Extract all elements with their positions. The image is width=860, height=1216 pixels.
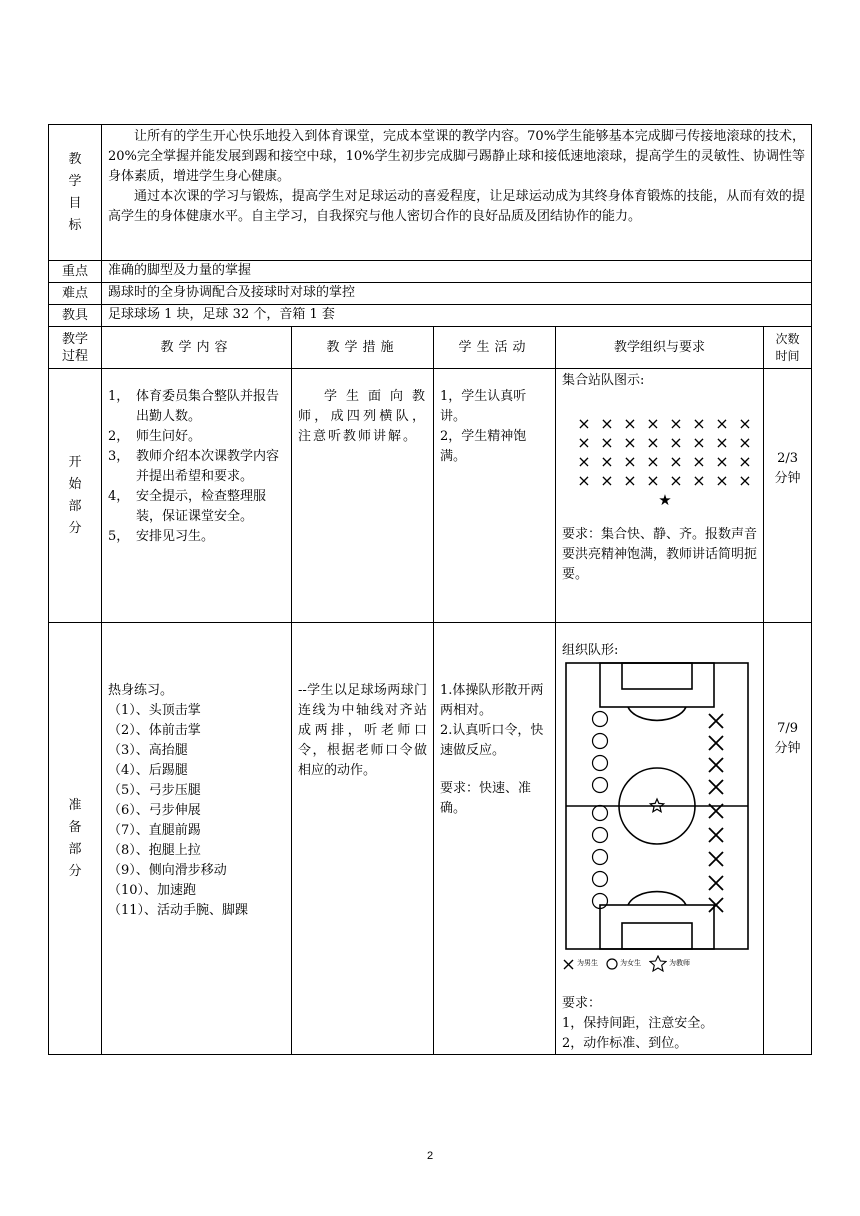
process-header: 教学 过程 bbox=[49, 327, 102, 369]
equipment-label: 教具 bbox=[49, 305, 102, 327]
top-penalty-arc bbox=[628, 707, 686, 720]
key-point-value: 准确的脚型及力量的掌握 bbox=[102, 261, 812, 283]
girl-marker bbox=[593, 850, 608, 865]
start-organization bbox=[556, 369, 764, 623]
equipment-value: 足球球场 1 块，足球 32 个，音箱 1 套 bbox=[102, 305, 812, 327]
student-mark: × bbox=[577, 452, 591, 471]
student-mark: × bbox=[738, 414, 752, 433]
start-content bbox=[102, 369, 292, 623]
student-mark: × bbox=[600, 433, 614, 452]
student-mark: × bbox=[600, 471, 614, 490]
content-header: 教学内容 bbox=[102, 327, 292, 369]
field-legend bbox=[562, 954, 757, 974]
student-mark: × bbox=[738, 471, 752, 490]
student-mark: × bbox=[738, 452, 752, 471]
prep-content bbox=[102, 623, 292, 1055]
top-penalty-box bbox=[600, 663, 714, 707]
header-row bbox=[49, 327, 812, 369]
girl-marker bbox=[593, 734, 608, 749]
student-mark: × bbox=[646, 471, 660, 490]
difficulty-label: 难点 bbox=[49, 283, 102, 305]
start-item-list bbox=[108, 387, 285, 547]
boy-marker bbox=[709, 714, 723, 728]
student-mark: × bbox=[738, 433, 752, 452]
boy-marker bbox=[709, 876, 723, 890]
student-mark: × bbox=[669, 452, 683, 471]
student-mark: × bbox=[715, 433, 729, 452]
boy-marker bbox=[709, 780, 723, 794]
student-mark: × bbox=[669, 433, 683, 452]
list-item: （5）、弓步压腿 bbox=[108, 783, 201, 798]
list-item: （9）、侧向滑步移动 bbox=[108, 863, 227, 878]
student-mark: × bbox=[600, 452, 614, 471]
boy-marker bbox=[709, 852, 723, 866]
prep-measures: --学生以足球场两球门连线为中轴线对齐站成两排，听老师口令，根据老师口令做相应的动作。 bbox=[292, 623, 434, 1055]
girl-marker bbox=[593, 712, 608, 727]
prep-activity: 1.体操队形散开两两相对。 2.认真听口令，快速做反应。 要求：快速、准确。 bbox=[434, 623, 556, 1055]
measures-header: 教学措施 bbox=[292, 327, 434, 369]
list-item: 3， 教师介绍本次课教学内容并提出希望和要求。 bbox=[108, 449, 280, 484]
goal-paragraph: 通过本次课的学习与锻炼，提高学生对足球运动的喜爱程度，让足球运动成为其终身体育锻炼的技能，从而有效的提高学生的身体健康水平。自主学习，自我探究与他人密切合作的良好品质及团结协作的能力。 bbox=[108, 189, 806, 224]
student-mark: × bbox=[600, 414, 614, 433]
activity-header: 学生活动 bbox=[434, 327, 556, 369]
student-mark: × bbox=[715, 471, 729, 490]
prep-time: 7/9 分钟 bbox=[764, 623, 812, 1055]
student-mark: × bbox=[692, 414, 706, 433]
girl-marker bbox=[593, 806, 608, 821]
girl-marker bbox=[593, 828, 608, 843]
field-title: 组织队形: bbox=[562, 643, 619, 658]
start-activity: 1，学生认真听讲。 2，学生精神饱满。 bbox=[434, 369, 556, 623]
bottom-penalty-box bbox=[600, 905, 714, 949]
boy-marker bbox=[709, 828, 723, 842]
start-label: 开 始 部 分 bbox=[49, 369, 102, 623]
prep-section-row bbox=[49, 623, 812, 1055]
cross-icon bbox=[562, 958, 575, 971]
boy-marker bbox=[709, 758, 723, 772]
student-mark: × bbox=[669, 414, 683, 433]
list-item: （4）、后踢腿 bbox=[108, 763, 188, 778]
legend-girl: 为女生 bbox=[606, 954, 641, 974]
girl-marker bbox=[593, 756, 608, 771]
prep-label: 准 备 部 分 bbox=[49, 623, 102, 1055]
start-requirement: 要求：集合快、静、齐。报数声音要洪亮精神饱满，教师讲话简明扼要。 bbox=[562, 527, 758, 582]
student-mark: × bbox=[692, 452, 706, 471]
list-item: （6）、弓步伸展 bbox=[108, 803, 201, 818]
equipment-row bbox=[49, 305, 812, 327]
prep-requirements: 要求： 1，保持间距，注意安全。 2，动作标准、到位。 bbox=[562, 996, 714, 1051]
start-measures: 学生面向教师，成四列横队，注意听教师讲解。 bbox=[292, 369, 434, 623]
star-icon bbox=[649, 955, 667, 973]
student-mark: × bbox=[692, 471, 706, 490]
prep-organization bbox=[556, 623, 764, 1055]
goal-text bbox=[102, 125, 812, 261]
key-point-row bbox=[49, 261, 812, 283]
goal-row bbox=[49, 125, 812, 261]
bottom-goal-box bbox=[622, 923, 692, 949]
student-mark: × bbox=[623, 414, 637, 433]
formation-diagram bbox=[562, 391, 758, 511]
start-section-row bbox=[49, 369, 812, 623]
list-item: 1， 体育委员集合整队并报告出勤人数。 bbox=[108, 389, 280, 424]
formation-title: 集合站队图示: bbox=[562, 373, 645, 388]
list-item: 2， 师生问好。 bbox=[108, 429, 202, 444]
key-point-label: 重点 bbox=[49, 261, 102, 283]
list-item: （2）、体前击掌 bbox=[108, 723, 201, 738]
org-header: 教学组织与要求 bbox=[556, 327, 764, 369]
student-mark: × bbox=[669, 471, 683, 490]
student-mark: × bbox=[623, 452, 637, 471]
student-mark: × bbox=[692, 433, 706, 452]
drill-list bbox=[108, 701, 285, 921]
girl-marker bbox=[593, 778, 608, 793]
girl-marker bbox=[593, 872, 608, 887]
legend-teacher: 为教师 bbox=[649, 954, 690, 974]
lesson-plan-table bbox=[48, 124, 812, 1055]
legend-boy: 为男生 bbox=[562, 954, 598, 974]
student-mark: × bbox=[646, 452, 660, 471]
teacher-mark: ★ bbox=[658, 491, 672, 509]
student-mark: × bbox=[623, 433, 637, 452]
warmup-title: 热身练习。 bbox=[108, 683, 174, 698]
student-mark: × bbox=[577, 471, 591, 490]
student-mark: × bbox=[715, 414, 729, 433]
student-mark: × bbox=[623, 471, 637, 490]
student-mark: × bbox=[577, 414, 591, 433]
goal-paragraph: 让所有的学生开心快乐地投入到体育课堂，完成本堂课的教学内容。70%学生能够基本完成脚弓传接地滚球的技术，20%完全掌握并能发展到踢和接空中球，10%学生初步完成脚弓踢静止球和接低速地滚球，提高学生的灵敏性、协调性等身体素质，增进学生身心健康。 bbox=[108, 129, 806, 184]
top-goal-box bbox=[622, 663, 692, 689]
difficulty-value: 踢球时的全身协调配合及接球时对球的掌控 bbox=[102, 283, 812, 305]
list-item: （8）、抱腿上拉 bbox=[108, 843, 201, 858]
goal-label: 教 学 目 标 bbox=[49, 125, 102, 261]
list-item: （1）、头顶击掌 bbox=[108, 703, 201, 718]
list-item: 5， 安排见习生。 bbox=[108, 529, 215, 544]
difficulty-row bbox=[49, 283, 812, 305]
student-mark: × bbox=[715, 452, 729, 471]
list-item: （7）、直腿前踢 bbox=[108, 823, 201, 838]
student-mark: × bbox=[646, 433, 660, 452]
student-mark: × bbox=[577, 433, 591, 452]
bottom-penalty-arc bbox=[628, 892, 686, 905]
student-mark: × bbox=[646, 414, 660, 433]
list-item: （11）、活动手腕、脚踝 bbox=[108, 903, 249, 918]
list-item: （10）、加速跑 bbox=[108, 883, 197, 898]
list-item: （3）、高抬腿 bbox=[108, 743, 188, 758]
time-header: 次数 时间 bbox=[764, 327, 812, 369]
soccer-field-diagram bbox=[564, 661, 750, 951]
start-time: 2/3 分钟 bbox=[764, 369, 812, 623]
circle-icon bbox=[606, 958, 618, 970]
page-number: 2 bbox=[426, 1150, 434, 1162]
list-item: 4， 安全提示，检查整理服装，保证课堂安全。 bbox=[108, 489, 267, 524]
boy-marker bbox=[709, 736, 723, 750]
